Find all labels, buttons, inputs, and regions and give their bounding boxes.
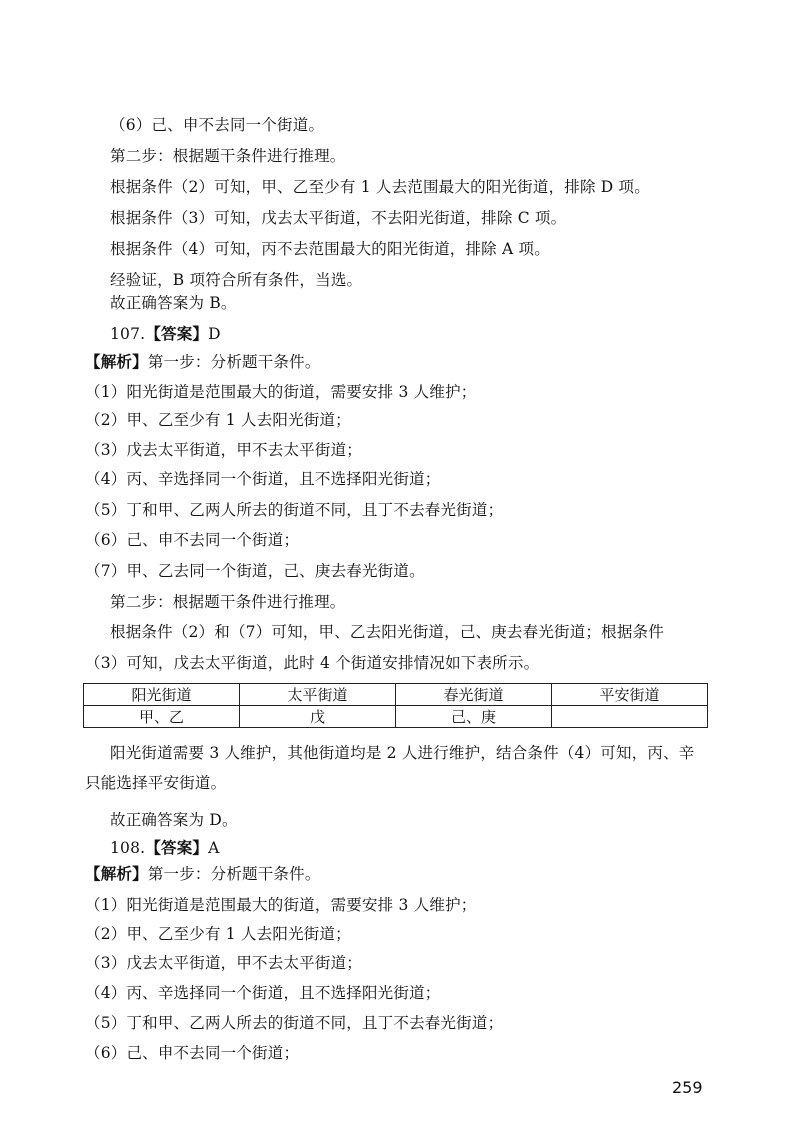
q108-answer-label: 【答案】 — [145, 838, 209, 857]
q108-condition: （3）戊去太平街道，甲不去太平街道； — [85, 954, 362, 972]
text-line: 第二步：根据题干条件进行推理。 — [110, 147, 346, 165]
text-line: 故正确答案为 B。 — [110, 294, 237, 312]
q108-condition: （1）阳光街道是范围最大的街道，需要安排 3 人维护； — [85, 896, 477, 914]
q107-condition: （6）己、申不去同一个街道； — [85, 531, 300, 549]
page-number: 259 — [672, 1078, 703, 1097]
q107-after-line: 只能选择平安街道。 — [85, 774, 227, 792]
table-header-cell: 春光街道 — [396, 684, 552, 706]
q108-analysis-label: 【解析】 — [85, 864, 148, 883]
table-cell — [552, 706, 708, 728]
table-cell: 戊 — [240, 706, 396, 728]
table-header-cell: 太平街道 — [240, 684, 396, 706]
q108-condition: （2）甲、乙至少有 1 人去阳光街道； — [85, 925, 351, 943]
q107-answer-label: 【答案】 — [145, 324, 209, 343]
q108-condition: （6）己、申不去同一个街道； — [85, 1044, 300, 1062]
table-header-row — [84, 684, 708, 706]
text-line: 根据条件（3）可知，戊去太平街道，不去阳光街道，排除 C 项。 — [110, 209, 567, 227]
q107-number: 107. — [110, 325, 146, 343]
q107-condition: （7）甲、乙去同一个街道，己、庚去春光街道。 — [85, 562, 425, 580]
q107-step2: 第二步：根据题干条件进行推理。 — [110, 593, 346, 611]
street-assignment-table — [83, 683, 708, 728]
table-header-cell: 阳光街道 — [84, 684, 240, 706]
q108-answer-line — [110, 838, 220, 858]
q107-analysis-line — [85, 352, 321, 372]
table-cell: 甲、乙 — [84, 706, 240, 728]
q108-analysis-lead: 第一步：分析题干条件。 — [147, 865, 321, 883]
text-line: （6）己、申不去同一个街道。 — [110, 116, 325, 134]
q107-condition: （4）丙、辛选择同一个街道，且不选择阳光街道； — [85, 470, 441, 488]
q107-reason-line: 根据条件（2）和（7）可知，甲、乙去阳光街道，己、庚去春光街道；根据条件 — [110, 623, 664, 641]
q108-answer: A — [208, 839, 220, 857]
table-cell: 己、庚 — [396, 706, 552, 728]
table-header-cell: 平安街道 — [552, 684, 708, 706]
q107-reason-line: （3）可知，戊去太平街道，此时 4 个街道安排情况如下表所示。 — [85, 654, 540, 672]
q107-analysis-label: 【解析】 — [85, 352, 148, 371]
q107-condition: （2）甲、乙至少有 1 人去阳光街道； — [85, 411, 351, 429]
q108-condition: （4）丙、辛选择同一个街道，且不选择阳光街道； — [85, 984, 441, 1002]
q107-answer: D — [208, 325, 221, 343]
text-line: 根据条件（4）可知，丙不去范围最大的阳光街道，排除 A 项。 — [110, 240, 550, 258]
q108-analysis-line — [85, 864, 321, 884]
q107-conclusion: 故正确答案为 D。 — [110, 811, 238, 829]
table-row — [84, 706, 708, 728]
q108-condition: （5）丁和甲、乙两人所去的街道不同，且丁不去春光街道； — [85, 1014, 504, 1032]
text-line: 经验证，B 项符合所有条件，当选。 — [110, 271, 363, 289]
q107-condition: （1）阳光街道是范围最大的街道，需要安排 3 人维护； — [85, 383, 477, 401]
text-line: 根据条件（2）可知，甲、乙至少有 1 人去范围最大的阳光街道，排除 D 项。 — [110, 178, 650, 196]
q107-condition: （3）戊去太平街道，甲不去太平街道； — [85, 441, 362, 459]
q107-condition: （5）丁和甲、乙两人所去的街道不同，且丁不去春光街道； — [85, 501, 504, 519]
q107-analysis-lead: 第一步：分析题干条件。 — [147, 353, 321, 371]
q107-answer-line — [110, 324, 221, 344]
q107-after-line: 阳光街道需要 3 人维护，其他街道均是 2 人进行维护，结合条件（4）可知，丙、辛 — [110, 744, 695, 762]
q108-number: 108. — [110, 839, 146, 857]
